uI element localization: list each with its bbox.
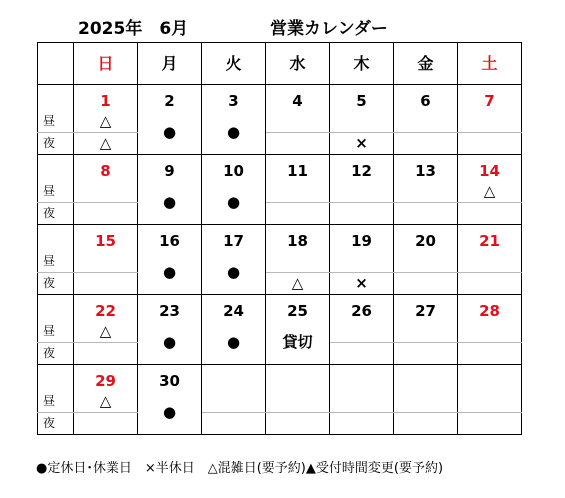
date-row [38, 225, 522, 252]
row-label-blank [38, 85, 74, 112]
daytime-label: 昼 [38, 391, 74, 413]
date-number: 16 [138, 225, 202, 252]
daytime-row [38, 111, 522, 133]
date-number: 1 [74, 85, 138, 112]
night-cell [394, 343, 458, 365]
night-cell [394, 133, 458, 155]
weekday-header: 木 [330, 43, 394, 85]
daytime-cell [394, 111, 458, 133]
row-label-blank [38, 295, 74, 322]
night-cell [394, 203, 458, 225]
night-row [38, 273, 522, 295]
night-cell [330, 203, 394, 225]
row-label-blank [38, 365, 74, 392]
night-label: 夜 [38, 413, 74, 435]
date-number: 10 [202, 155, 266, 182]
weekday-header: 火 [202, 43, 266, 85]
business-calendar-table [37, 42, 522, 435]
date-number [394, 365, 458, 392]
date-number: 25 [266, 295, 330, 322]
date-number: 28 [458, 295, 522, 322]
daytime-label: 昼 [38, 181, 74, 203]
daytime-cell [330, 321, 394, 343]
daytime-cell [458, 391, 522, 413]
date-number: 3 [202, 85, 266, 112]
date-number: 11 [266, 155, 330, 182]
night-cell [458, 203, 522, 225]
daytime-label: 昼 [38, 251, 74, 273]
title-row [0, 18, 565, 40]
night-label: 夜 [38, 273, 74, 295]
weekday-header: 日 [74, 43, 138, 85]
date-number: 29 [74, 365, 138, 392]
daytime-cell [74, 251, 138, 273]
daytime-cell [266, 111, 330, 133]
date-number: 14 [458, 155, 522, 182]
daytime-cell [330, 181, 394, 203]
date-number: 15 [74, 225, 138, 252]
night-row [38, 133, 522, 155]
date-number: 12 [330, 155, 394, 182]
night-label: 夜 [38, 133, 74, 155]
date-number: 4 [266, 85, 330, 112]
closed-day-mark: ● [138, 181, 202, 225]
date-number: 24 [202, 295, 266, 322]
calendar-title: 営業カレンダー [270, 19, 388, 39]
daytime-cell [458, 111, 522, 133]
header-corner [38, 43, 74, 85]
date-number: 27 [394, 295, 458, 322]
night-row [38, 413, 522, 435]
daytime-row [38, 321, 522, 343]
daytime-cell [330, 251, 394, 273]
daytime-cell: △ [74, 321, 138, 343]
date-number: 17 [202, 225, 266, 252]
weekday-header: 月 [138, 43, 202, 85]
date-number: 21 [458, 225, 522, 252]
weekday-header: 土 [458, 43, 522, 85]
month-title: 2025年 6月 [78, 19, 189, 39]
daytime-cell: △ [74, 391, 138, 413]
night-cell [458, 273, 522, 295]
night-cell [74, 343, 138, 365]
date-number: 7 [458, 85, 522, 112]
closed-day-mark: ● [202, 181, 266, 225]
row-label-blank [38, 225, 74, 252]
date-number: 18 [266, 225, 330, 252]
night-cell [330, 343, 394, 365]
closed-day-mark: ● [202, 321, 266, 365]
daytime-cell [266, 391, 330, 413]
date-number: 23 [138, 295, 202, 322]
closed-day-mark: ● [138, 391, 202, 435]
daytime-row [38, 181, 522, 203]
daytime-label: 昼 [38, 321, 74, 343]
date-number: 8 [74, 155, 138, 182]
date-number: 13 [394, 155, 458, 182]
night-cell: × [330, 133, 394, 155]
date-number: 6 [394, 85, 458, 112]
date-number [266, 365, 330, 392]
date-row [38, 85, 522, 112]
daytime-cell [394, 251, 458, 273]
date-number: 5 [330, 85, 394, 112]
closed-day-mark: ● [202, 111, 266, 155]
daytime-cell [394, 321, 458, 343]
closed-day-mark: ● [138, 251, 202, 295]
daytime-cell [394, 181, 458, 203]
date-number: 22 [74, 295, 138, 322]
daytime-row [38, 391, 522, 413]
night-row [38, 203, 522, 225]
closed-day-mark: ● [138, 111, 202, 155]
date-number [330, 365, 394, 392]
date-row [38, 155, 522, 182]
night-cell: △ [74, 133, 138, 155]
daytime-cell [394, 391, 458, 413]
night-cell [74, 203, 138, 225]
night-cell [394, 273, 458, 295]
closed-day-mark: ● [138, 321, 202, 365]
night-cell [266, 133, 330, 155]
date-number: 20 [394, 225, 458, 252]
daytime-cell [458, 251, 522, 273]
date-number [458, 365, 522, 392]
night-cell [394, 413, 458, 435]
date-number: 30 [138, 365, 202, 392]
daytime-cell [202, 391, 266, 413]
night-cell [458, 413, 522, 435]
weekday-header-row [38, 43, 522, 85]
night-cell: △ [266, 273, 330, 295]
date-row [38, 365, 522, 392]
night-label: 夜 [38, 343, 74, 365]
legend: ●定休日･休業日 ×半休日 △混雑日(要予約)▲受付時間変更(要予約) [36, 461, 444, 476]
date-number: 9 [138, 155, 202, 182]
daytime-cell [330, 391, 394, 413]
date-number: 2 [138, 85, 202, 112]
daytime-cell [74, 181, 138, 203]
reserved-day-mark: 貸切 [266, 321, 330, 365]
night-cell [74, 273, 138, 295]
daytime-cell: △ [74, 111, 138, 133]
night-label: 夜 [38, 203, 74, 225]
night-cell [266, 413, 330, 435]
daytime-cell [266, 181, 330, 203]
weekday-header: 水 [266, 43, 330, 85]
closed-day-mark: ● [202, 251, 266, 295]
daytime-cell [266, 251, 330, 273]
weekday-header: 金 [394, 43, 458, 85]
date-number [202, 365, 266, 392]
night-cell [266, 203, 330, 225]
night-cell [74, 413, 138, 435]
date-number: 19 [330, 225, 394, 252]
daytime-cell [458, 321, 522, 343]
date-number: 26 [330, 295, 394, 322]
daytime-row [38, 251, 522, 273]
night-cell: × [330, 273, 394, 295]
night-cell [458, 343, 522, 365]
date-row [38, 295, 522, 322]
row-label-blank [38, 155, 74, 182]
night-cell [202, 413, 266, 435]
daytime-label: 昼 [38, 111, 74, 133]
night-cell [330, 413, 394, 435]
daytime-cell: △ [458, 181, 522, 203]
night-cell [458, 133, 522, 155]
daytime-cell [330, 111, 394, 133]
